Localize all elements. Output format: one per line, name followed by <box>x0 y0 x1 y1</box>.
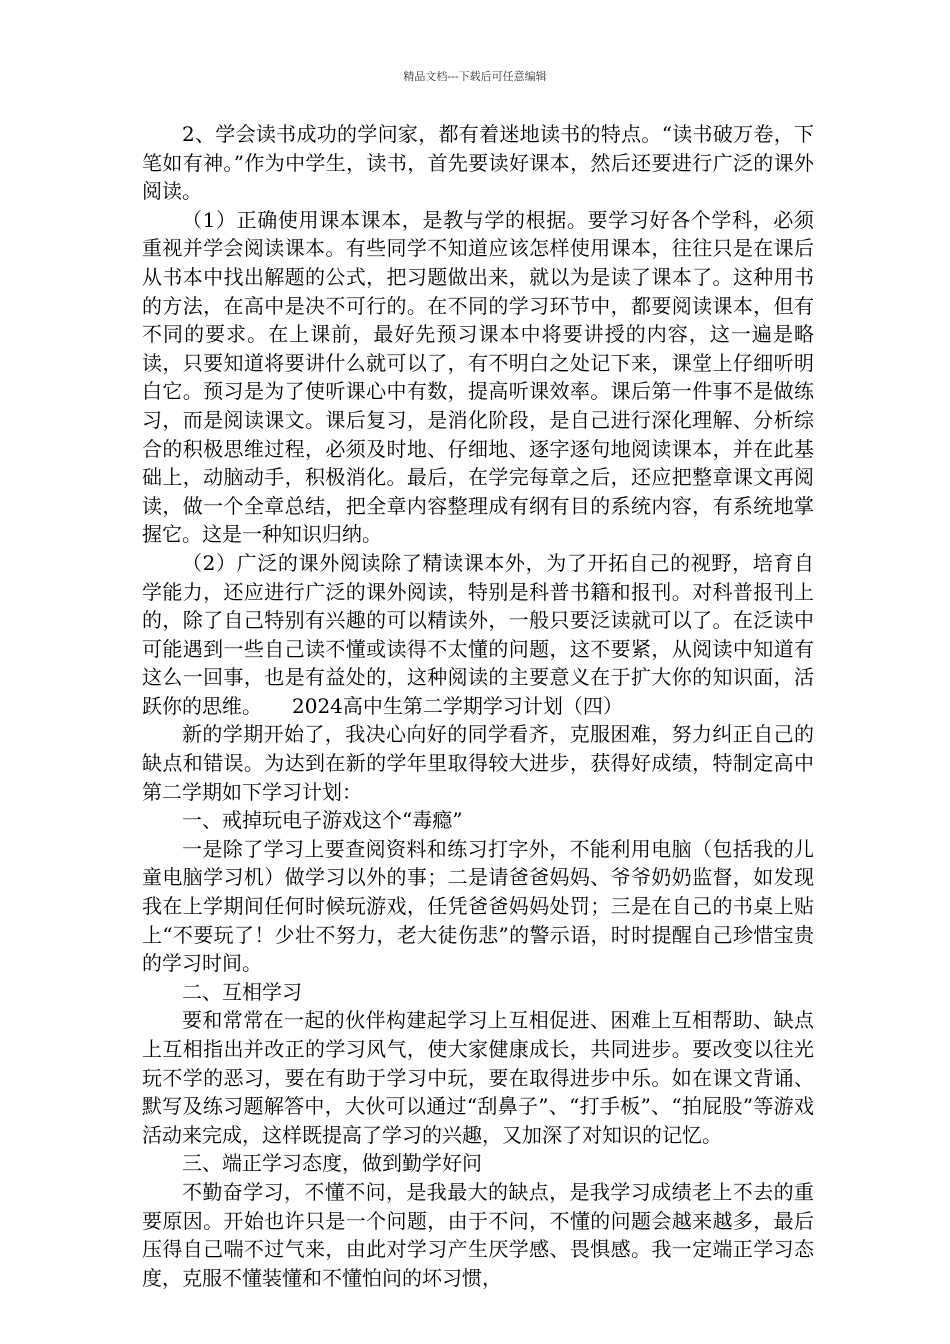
document-body <box>142 120 814 1292</box>
page-header: 精品文档---下载后可任意编辑 <box>403 70 547 83</box>
section-heading-2: 二、互相学习 <box>182 979 302 1004</box>
paragraph-plan-intro: 新的学期开始了，我决心向好的同学看齐，克服困难，努力纠正自己的缺点和错误。为达到在新的学年里取得较大进步，获得好成绩，特制定高中第二学期如下学习计划： <box>142 722 814 804</box>
paragraph-section-2: 要和常常在一起的伙伴构建起学习上互相促进、困难上互相帮助、缺点上互相指出并改正的学习风气，使大家健康成长，共同进步。要改变以往光玩不学的恶习，要在有助于学习中玩，要在取得进步中乐。如在课文背诵、默写及练习题解答中，大伙可以通过“刮鼻子”、“打手板”、“拍屁股”等游戏活动来完成，这样既提高了学习的兴趣，又加深了对知识的记忆。 <box>142 1008 814 1147</box>
section-heading-1: 一、戒掉玩电子游戏这个“毒瘾” <box>182 808 463 833</box>
paragraph-section-3: 不勤奋学习，不懂不问，是我最大的缺点，是我学习成绩老上不去的重要原因。开始也许只是一个问题，由于不问，不懂的问题会越来越多，最后压得自己喘不过气来，由此对学习产生厌学感、畏惧感。我一定端正学习态度，克服不懂装懂和不懂怕问的坏习惯， <box>142 1179 814 1290</box>
paragraph-textbook-use: （1）正确使用课本课本，是教与学的根据。要学习好各个学科，必须重视并学会阅读课本。有些同学不知道应该怎样使用课本，往往只是在课后从书本中找出解题的公式，把习题做出来，就以为是读了课本了。这种用书的方法，在高中是决不可行的。在不同的学习环节中，都要阅读课本，但有不同的要求。在上课前，最好先预习课本中将要讲授的内容，这一遍是略读，只要知道将要讲什么就可以了，有不明白之处记下来，课堂上仔细听明白它。预习是为了使听课心中有数，提高听课效率。课后第一件事不是做练习，而是阅读课文。课后复习，是消化阶段，是自己进行深化理解、分析综合的积极思维过程，必须及时地、仔细地、逐字逐句地阅读课本，并在此基础上，动脑动手，积极消化。最后，在学完每章之后，还应把整章课文再阅读，做一个全章总结，把全章内容整理成有纲有目的系统内容，有系统地掌握它。这是一种知识归纳。 <box>142 207 814 547</box>
paragraph-reading-intro: 2、学会读书成功的学问家，都有着迷地读书的特点。“读书破万卷，下笔如有神。”作为中学生，读书，首先要读好课本，然后还要进行广泛的课外阅读。 <box>142 122 814 204</box>
paragraph-extracurricular-reading: （2）广泛的课外阅读除了精读课本外，为了开拓自己的视野，培育自学能力，还应进行广泛的课外阅读，特别是科普书籍和报刊。对科普报刊上的，除了自己特别有兴趣的可以精读外，一般只要泛读就可以了。在泛读中可能遇到一些自己读不懂或读得不太懂的问题，这不要紧，从阅读中知道有这么一回事，也是有益处的，这种阅读的主要意义在于扩大你的知识面，活跃你的思维。 2024高中生第二学期学习计划（四） <box>142 550 814 718</box>
paragraph-section-1: 一是除了学习上要查阅资料和练习打字外，不能利用电脑（包括我的儿童电脑学习机）做学习以外的事；二是请爸爸妈妈、爷爷奶奶监督，如发现我在上学期间任何时候玩游戏，任凭爸爸妈妈处罚；三是在自己的书桌上贴上“不要玩了！少壮不努力，老大徒伤悲”的警示语，时时提醒自己珍惜宝贵的学习时间。 <box>142 836 814 976</box>
section-heading-3: 三、端正学习态度，做到勤学好问 <box>182 1151 482 1176</box>
